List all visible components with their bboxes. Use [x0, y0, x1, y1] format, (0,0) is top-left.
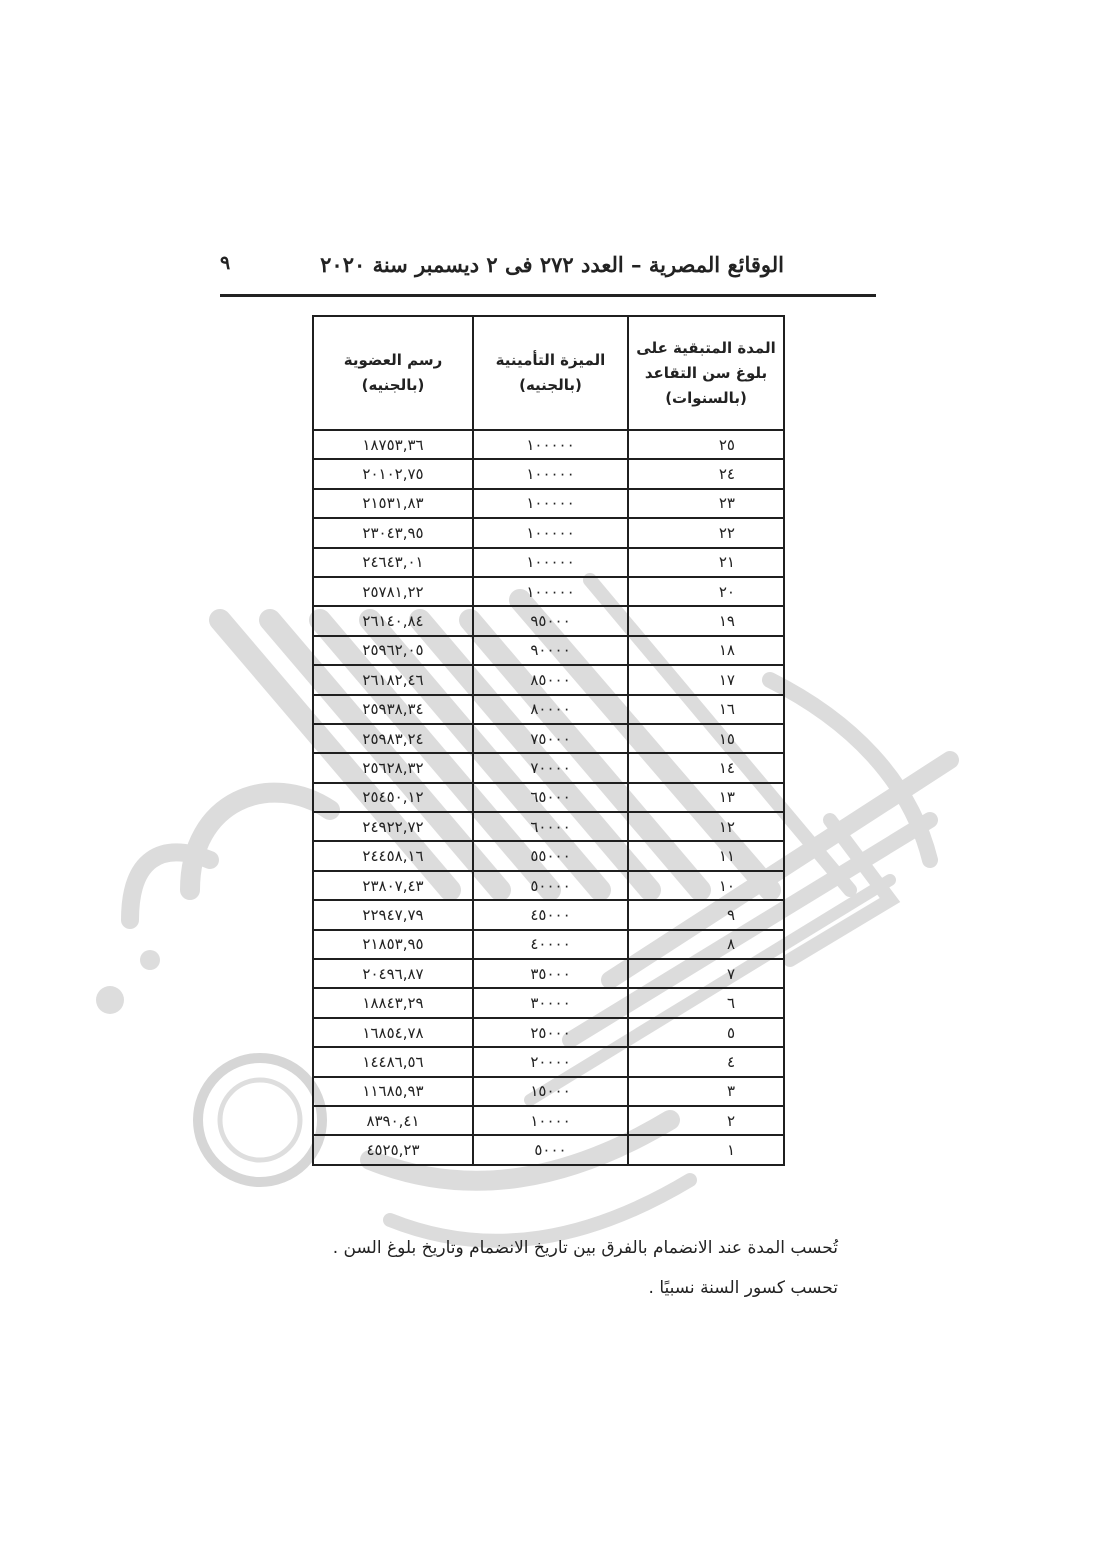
cell-membership-fee: ٢٤٤٥٨,١٦ [313, 841, 473, 870]
header-line: الميزة التأمينية [495, 351, 606, 369]
table-header-row [313, 316, 784, 430]
watermark-stroke [790, 820, 890, 960]
cell-insurance-benefit: ٥٠٠٠ [473, 1135, 628, 1164]
table-row [313, 606, 784, 635]
cell-membership-fee: ٢٠١٠٢,٧٥ [313, 459, 473, 488]
cell-membership-fee: ٢٥٧٨١,٢٢ [313, 577, 473, 606]
cell-membership-fee: ٢٤٩٢٢,٧٢ [313, 812, 473, 841]
cell-remaining-years: ٢ [628, 1106, 784, 1135]
cell-remaining-years: ١ [628, 1135, 784, 1164]
cell-insurance-benefit: ٨٥٠٠٠ [473, 665, 628, 694]
cell-membership-fee: ٢٥٩٨٣,٢٤ [313, 724, 473, 753]
watermark-stroke [130, 853, 210, 921]
table-row [313, 783, 784, 812]
cell-insurance-benefit: ٦٥٠٠٠ [473, 783, 628, 812]
cell-insurance-benefit: ٥٥٠٠٠ [473, 841, 628, 870]
gazette-title: الوقائع المصرية – العدد ٢٧٢ فى ٢ ديسمبر سنة ٢٠٢٠ [320, 252, 784, 277]
cell-remaining-years: ٢٥ [628, 430, 784, 459]
footnote: تحسب كسور السنة نسبيًا . [648, 1278, 838, 1298]
cell-remaining-years: ٧ [628, 959, 784, 988]
cell-membership-fee: ١٨٨٤٣,٢٩ [313, 988, 473, 1017]
header-membership-fee [313, 316, 473, 430]
cell-insurance-benefit: ٧٠٠٠٠ [473, 753, 628, 782]
cell-remaining-years: ٢١ [628, 548, 784, 577]
cell-membership-fee: ٢٥٦٢٨,٣٢ [313, 753, 473, 782]
cell-remaining-years: ١٤ [628, 753, 784, 782]
cell-membership-fee: ٢٠٤٩٦,٨٧ [313, 959, 473, 988]
cell-remaining-years: ١٥ [628, 724, 784, 753]
table-row [313, 1018, 784, 1047]
cell-insurance-benefit: ٧٥٠٠٠ [473, 724, 628, 753]
table-row [313, 1077, 784, 1106]
header-remaining-years [628, 316, 784, 430]
cell-insurance-benefit: ٩٠٠٠٠ [473, 636, 628, 665]
table-row [313, 636, 784, 665]
cell-membership-fee: ٤٥٢٥,٢٣ [313, 1135, 473, 1164]
table-row [313, 812, 784, 841]
cell-insurance-benefit: ٥٠٠٠٠ [473, 871, 628, 900]
cell-remaining-years: ١١ [628, 841, 784, 870]
cell-remaining-years: ١٩ [628, 606, 784, 635]
table-row [313, 665, 784, 694]
cell-insurance-benefit: ٣٠٠٠٠ [473, 988, 628, 1017]
header-divider [220, 294, 876, 297]
cell-remaining-years: ١٨ [628, 636, 784, 665]
cell-membership-fee: ٢٣٠٤٣,٩٥ [313, 518, 473, 547]
table-row [313, 518, 784, 547]
table-row [313, 930, 784, 959]
header-line: رسم العضوية [343, 351, 443, 369]
cell-remaining-years: ٣ [628, 1077, 784, 1106]
table-row [313, 695, 784, 724]
cell-remaining-years: ٢٣ [628, 489, 784, 518]
cell-remaining-years: ١٣ [628, 783, 784, 812]
membership-fee-table [312, 315, 783, 1166]
cell-insurance-benefit: ١٠٠٠٠٠ [473, 430, 628, 459]
cell-membership-fee: ٢٣٨٠٧,٤٣ [313, 871, 473, 900]
cell-insurance-benefit: ٢٠٠٠٠ [473, 1047, 628, 1076]
cell-membership-fee: ٢١٨٥٣,٩٥ [313, 930, 473, 959]
table-row [313, 1135, 784, 1164]
watermark-seal [198, 1058, 322, 1182]
cell-membership-fee: ١٨٧٥٣,٣٦ [313, 430, 473, 459]
page-number: ٩ [220, 252, 231, 274]
watermark-seal-inner [220, 1080, 300, 1160]
cell-remaining-years: ٩ [628, 900, 784, 929]
cell-remaining-years: ١٧ [628, 665, 784, 694]
cell-insurance-benefit: ١٠٠٠٠ [473, 1106, 628, 1135]
cell-remaining-years: ٤ [628, 1047, 784, 1076]
cell-remaining-years: ١٦ [628, 695, 784, 724]
cell-insurance-benefit: ٣٥٠٠٠ [473, 959, 628, 988]
cell-remaining-years: ٢٢ [628, 518, 784, 547]
table-row [313, 724, 784, 753]
watermark-dot [96, 986, 124, 1014]
cell-membership-fee: ٢٤٦٤٣,٠١ [313, 548, 473, 577]
table-row [313, 1106, 784, 1135]
page-header [220, 248, 876, 288]
header-line: المدة المتبقية على [636, 338, 776, 357]
cell-membership-fee: ٢٦١٤٠,٨٤ [313, 606, 473, 635]
header-line: (بالسنوات) [665, 388, 747, 407]
cell-insurance-benefit: ٤٠٠٠٠ [473, 930, 628, 959]
cell-membership-fee: ٢١٥٣١,٨٣ [313, 489, 473, 518]
watermark-stroke [190, 793, 330, 890]
cell-remaining-years: ٢٤ [628, 459, 784, 488]
table-row [313, 430, 784, 459]
cell-membership-fee: ٢٦١٨٢,٤٦ [313, 665, 473, 694]
cell-membership-fee: ١٦٨٥٤,٧٨ [313, 1018, 473, 1047]
cell-membership-fee: ٢٥٩٣٨,٣٤ [313, 695, 473, 724]
cell-remaining-years: ٥ [628, 1018, 784, 1047]
cell-insurance-benefit: ١٠٠٠٠٠ [473, 548, 628, 577]
footnotes [218, 1228, 838, 1308]
cell-insurance-benefit: ١٠٠٠٠٠ [473, 489, 628, 518]
header-insurance-benefit [473, 316, 628, 430]
cell-insurance-benefit: ١٥٠٠٠ [473, 1077, 628, 1106]
table-row [313, 459, 784, 488]
cell-insurance-benefit: ٤٥٠٠٠ [473, 900, 628, 929]
table-row [313, 753, 784, 782]
cell-insurance-benefit: ١٠٠٠٠٠ [473, 459, 628, 488]
table-row [313, 1047, 784, 1076]
table-body [313, 430, 784, 1165]
table-row [313, 871, 784, 900]
table-row [313, 577, 784, 606]
table-row [313, 489, 784, 518]
table-row [313, 900, 784, 929]
cell-membership-fee: ٢٥٩٦٢,٠٥ [313, 636, 473, 665]
table-row [313, 959, 784, 988]
cell-insurance-benefit: ٨٠٠٠٠ [473, 695, 628, 724]
cell-insurance-benefit: ٦٠٠٠٠ [473, 812, 628, 841]
header-line: (بالجنيه) [519, 376, 582, 394]
cell-membership-fee: ٨٣٩٠,٤١ [313, 1106, 473, 1135]
cell-insurance-benefit: ٢٥٠٠٠ [473, 1018, 628, 1047]
cell-membership-fee: ٢٢٩٤٧,٧٩ [313, 900, 473, 929]
cell-remaining-years: ٦ [628, 988, 784, 1017]
cell-remaining-years: ١٢ [628, 812, 784, 841]
cell-remaining-years: ٢٠ [628, 577, 784, 606]
header-line: بلوغ سن التقاعد [644, 363, 768, 382]
cell-remaining-years: ١٠ [628, 871, 784, 900]
footnote: تُحسب المدة عند الانضمام بالفرق بين تاريخ الانضمام وتاريخ بلوغ السن . [332, 1238, 838, 1258]
table-row [313, 548, 784, 577]
watermark-dot [140, 950, 160, 970]
table-row [313, 841, 784, 870]
cell-insurance-benefit: ١٠٠٠٠٠ [473, 577, 628, 606]
watermark-stroke [770, 680, 930, 860]
cell-membership-fee: ١٤٤٨٦,٥٦ [313, 1047, 473, 1076]
cell-insurance-benefit: ١٠٠٠٠٠ [473, 518, 628, 547]
fee-table [312, 315, 785, 1166]
table-row [313, 988, 784, 1017]
cell-membership-fee: ٢٥٤٥٠,١٢ [313, 783, 473, 812]
header-line: (بالجنيه) [361, 376, 425, 394]
cell-insurance-benefit: ٩٥٠٠٠ [473, 606, 628, 635]
cell-remaining-years: ٨ [628, 930, 784, 959]
cell-membership-fee: ١١٦٨٥,٩٣ [313, 1077, 473, 1106]
